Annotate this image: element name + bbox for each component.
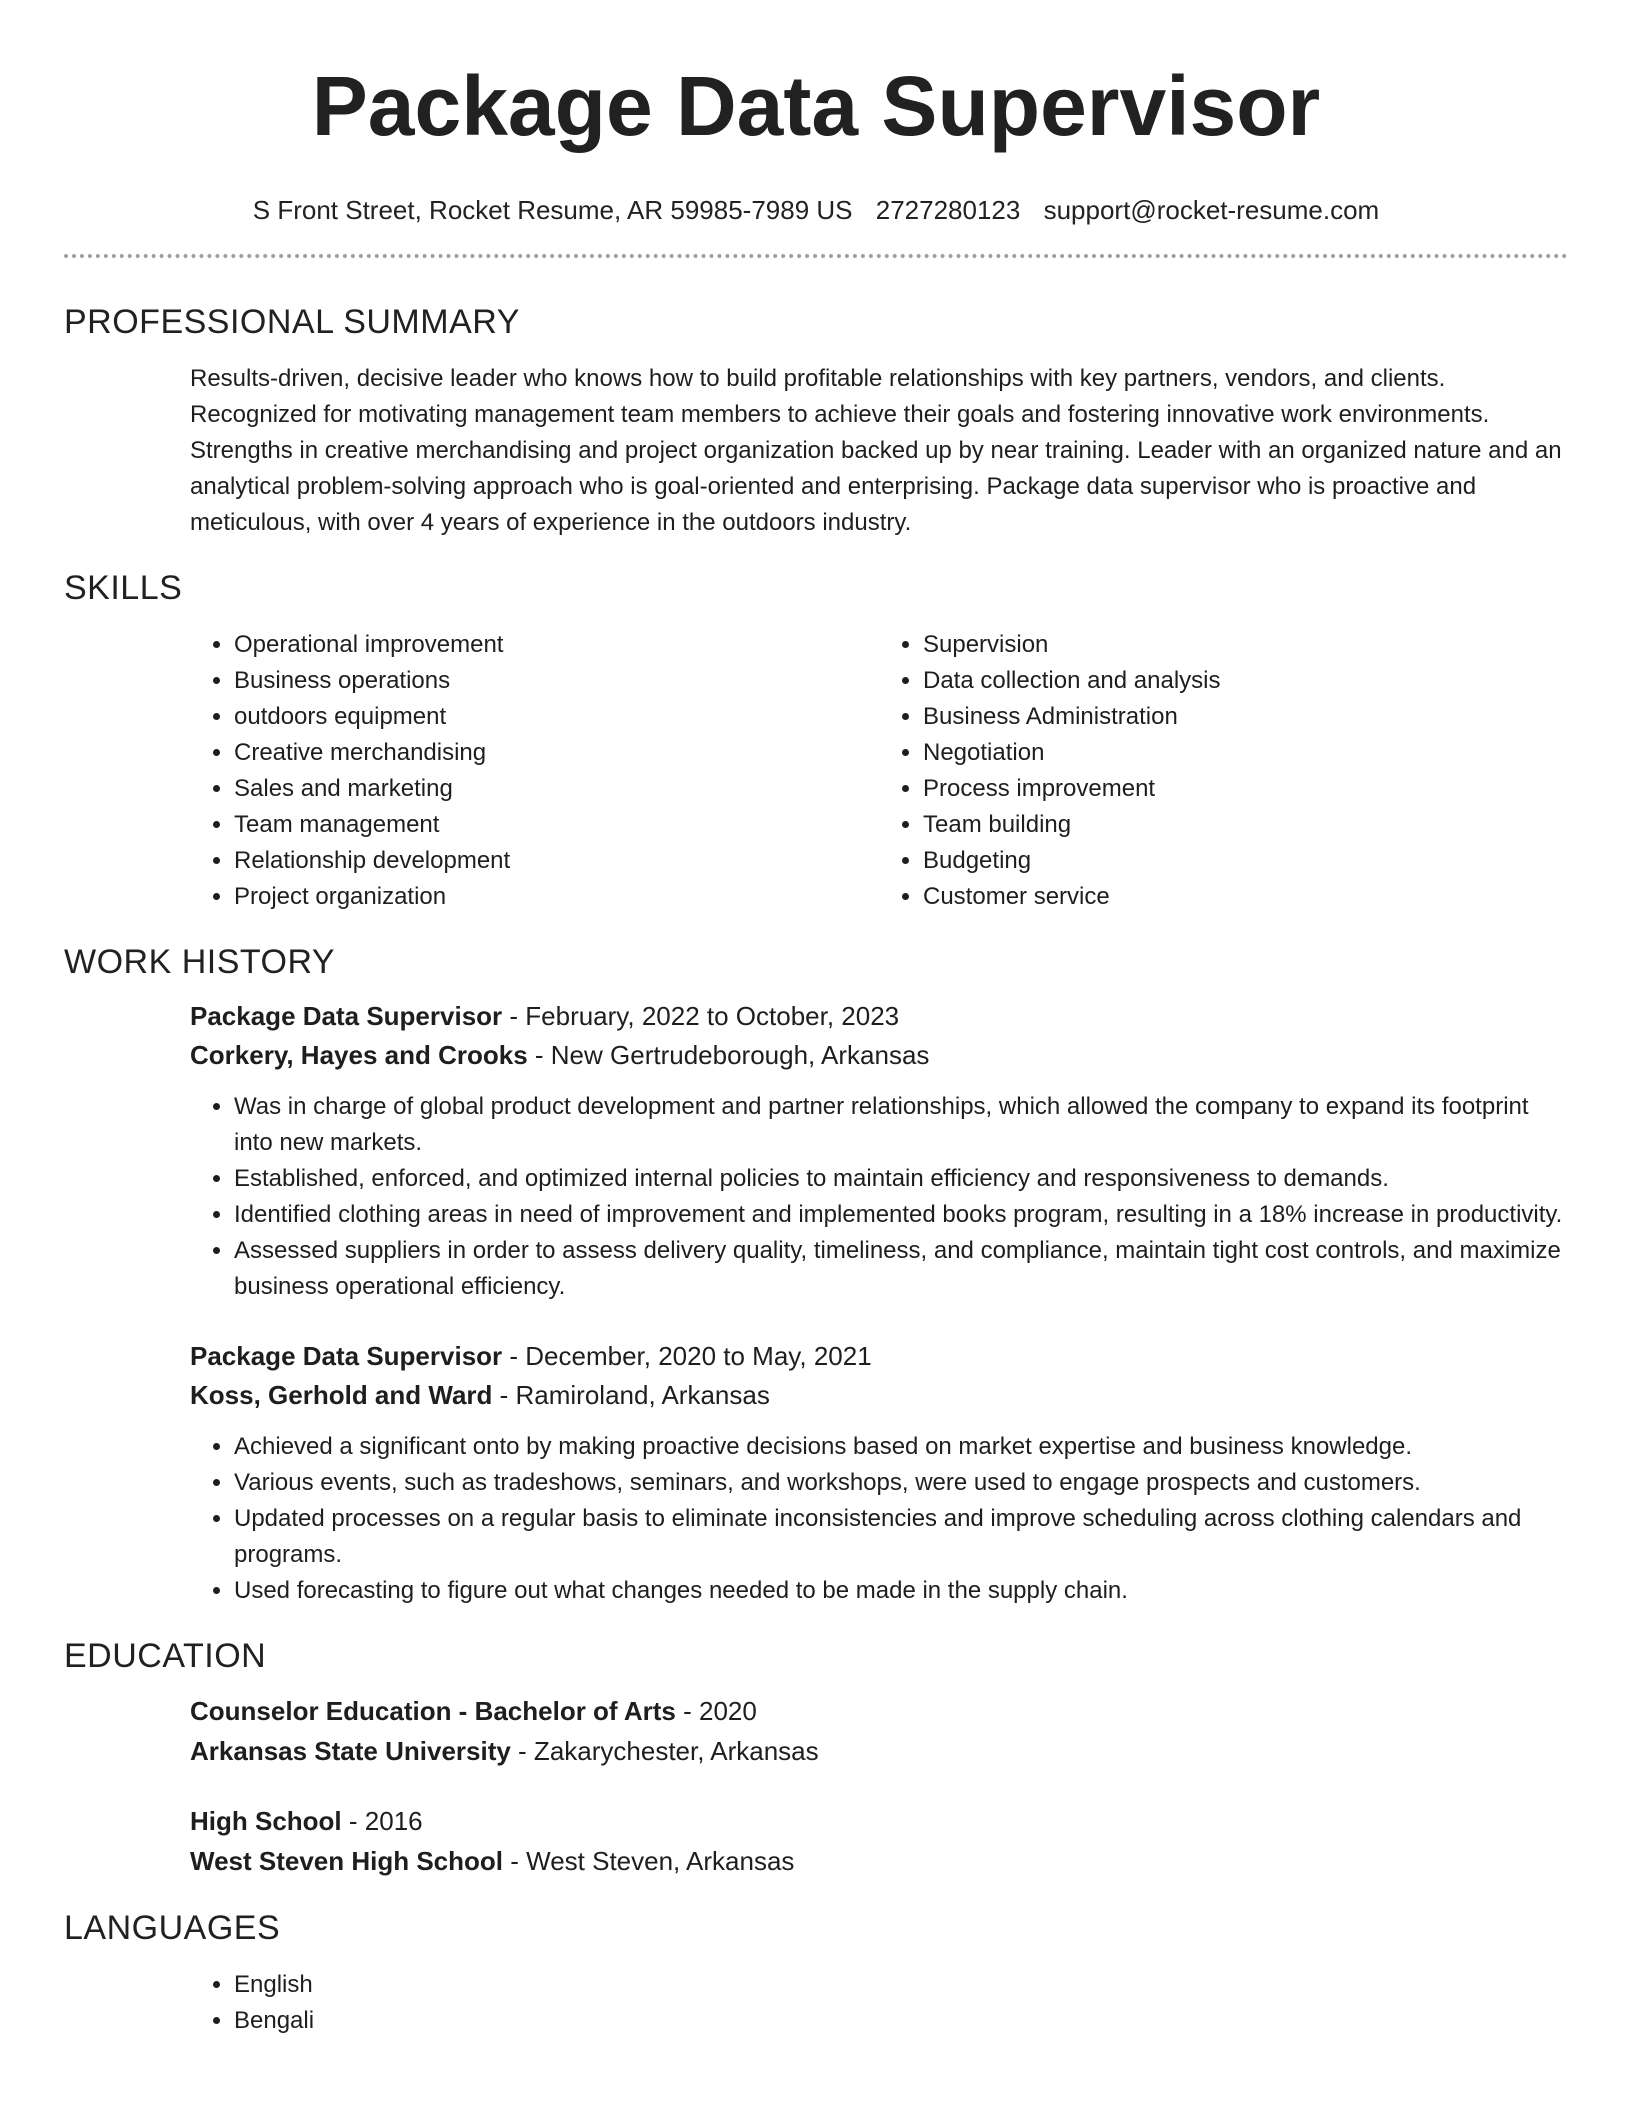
job-role: Package Data Supervisor (190, 1001, 503, 1031)
education-location: - West Steven, Arkansas (503, 1846, 795, 1876)
education-entry (190, 1691, 1568, 1771)
education-year: - 2020 (675, 1696, 757, 1726)
job-company-line (190, 1036, 1568, 1075)
skills-columns (190, 627, 1568, 915)
work-title: WORK HISTORY (64, 943, 336, 981)
skill-item: • Team building (923, 807, 1568, 843)
job-bullets (190, 1429, 1568, 1609)
language-item: • Bengali (234, 2003, 1568, 2039)
job-title-line (190, 1337, 1568, 1376)
skills-title: SKILLS (64, 569, 183, 607)
education-section (64, 1635, 1568, 1881)
education-school-line (190, 1731, 1568, 1771)
education-year: - 2016 (341, 1806, 423, 1836)
resume-page (64, 0, 1568, 2039)
skill-item: • Customer service (923, 879, 1568, 915)
job-bullet: • Assessed suppliers in order to assess delivery quality, timeliness, and compliance, maintain tight cost controls, and maximize business operational efficiency. (234, 1233, 1568, 1305)
job-bullet: • Used forecasting to figure out what changes needed to be made in the supply chain. (234, 1573, 1568, 1609)
job-dates: - February, 2022 to October, 2023 (502, 1001, 900, 1031)
skill-item: • Negotiation (923, 735, 1568, 771)
contact-phone: 2727280123 (875, 195, 1021, 225)
skill-item: • Supervision (923, 627, 1568, 663)
work-section (64, 941, 1568, 1609)
job-bullet: • Updated processes on a regular basis to eliminate inconsistencies and improve scheduling across clothing calendars and programs. (234, 1501, 1568, 1573)
languages-section (64, 1907, 1568, 2039)
contact-address: S Front Street, Rocket Resume, AR 59985-7989 US (252, 195, 853, 225)
skill-item: • Data collection and analysis (923, 663, 1568, 699)
job-bullet: • Various events, such as tradeshows, seminars, and workshops, were used to engage prospects and customers. (234, 1465, 1568, 1501)
languages-title: LANGUAGES (64, 1909, 281, 1947)
job-bullet: • Achieved a significant onto by making proactive decisions based on market expertise and business knowledge. (234, 1429, 1568, 1465)
header-divider (64, 254, 1568, 258)
skill-item: • outdoors equipment (234, 699, 879, 735)
job-company: Koss, Gerhold and Ward (190, 1380, 493, 1410)
skill-item: • Sales and marketing (234, 771, 879, 807)
summary-title: PROFESSIONAL SUMMARY (64, 303, 520, 341)
skill-item: • Project organization (234, 879, 879, 915)
job-company: Corkery, Hayes and Crooks (190, 1040, 528, 1070)
languages-list (190, 1967, 1568, 2039)
job-role: Package Data Supervisor (190, 1341, 503, 1371)
education-degree-line (190, 1691, 1568, 1731)
job-bullet: • Established, enforced, and optimized internal policies to maintain efficiency and responsiveness to demands. (234, 1161, 1568, 1197)
education-school: West Steven High School (190, 1846, 504, 1876)
education-degree: High School (190, 1806, 342, 1836)
job-bullet: • Identified clothing areas in need of improvement and implemented books program, resulting in a 18% increase in productivity. (234, 1197, 1568, 1233)
job-company-line (190, 1376, 1568, 1415)
skill-item: • Process improvement (923, 771, 1568, 807)
contact-email: support@rocket-resume.com (1043, 195, 1380, 225)
skill-item: • Business Administration (923, 699, 1568, 735)
summary-text: Results-driven, decisive leader who knows how to build profitable relationships with key partners, vendors, and clients. Recognized for motivating management team members to achieve their goals and fostering innovative work environments. Strengths in creative merchandising and project organization backed up by near training. Leader with an organized nature and an analytical problem-solving approach who is goal-oriented and enterprising. Package data supervisor who is proactive and meticulous, with over 4 years of experience in the outdoors industry. (190, 365, 1562, 536)
job-location: - Ramiroland, Arkansas (492, 1380, 770, 1410)
education-degree-line (190, 1801, 1568, 1841)
skills-section (64, 567, 1568, 915)
contact-line (64, 194, 1568, 226)
skills-list-right (879, 627, 1568, 915)
job-location: - New Gertrudeborough, Arkansas (527, 1040, 930, 1070)
skill-item: • Budgeting (923, 843, 1568, 879)
skill-item: • Team management (234, 807, 879, 843)
job-bullet: • Was in charge of global product development and partner relationships, which allowed the company to expand its footprint into new markets. (234, 1089, 1568, 1161)
job-entry (190, 997, 1568, 1305)
skill-item: • Operational improvement (234, 627, 879, 663)
resume-name: Package Data Supervisor (311, 59, 1321, 153)
skill-item: • Relationship development (234, 843, 879, 879)
job-title-line (190, 997, 1568, 1036)
education-location: - Zakarychester, Arkansas (510, 1736, 819, 1766)
job-bullets (190, 1089, 1568, 1305)
summary-section (64, 301, 1568, 541)
skill-item: • Creative merchandising (234, 735, 879, 771)
skill-item: • Business operations (234, 663, 879, 699)
education-degree: Counselor Education - Bachelor of Arts (190, 1696, 676, 1726)
education-school: Arkansas State University (190, 1736, 511, 1766)
education-title: EDUCATION (64, 1637, 267, 1675)
language-item: • English (234, 1967, 1568, 2003)
education-entry (190, 1801, 1568, 1881)
education-school-line (190, 1841, 1568, 1881)
job-dates: - December, 2020 to May, 2021 (502, 1341, 872, 1371)
skills-list-left (190, 627, 879, 915)
job-entry (190, 1337, 1568, 1609)
